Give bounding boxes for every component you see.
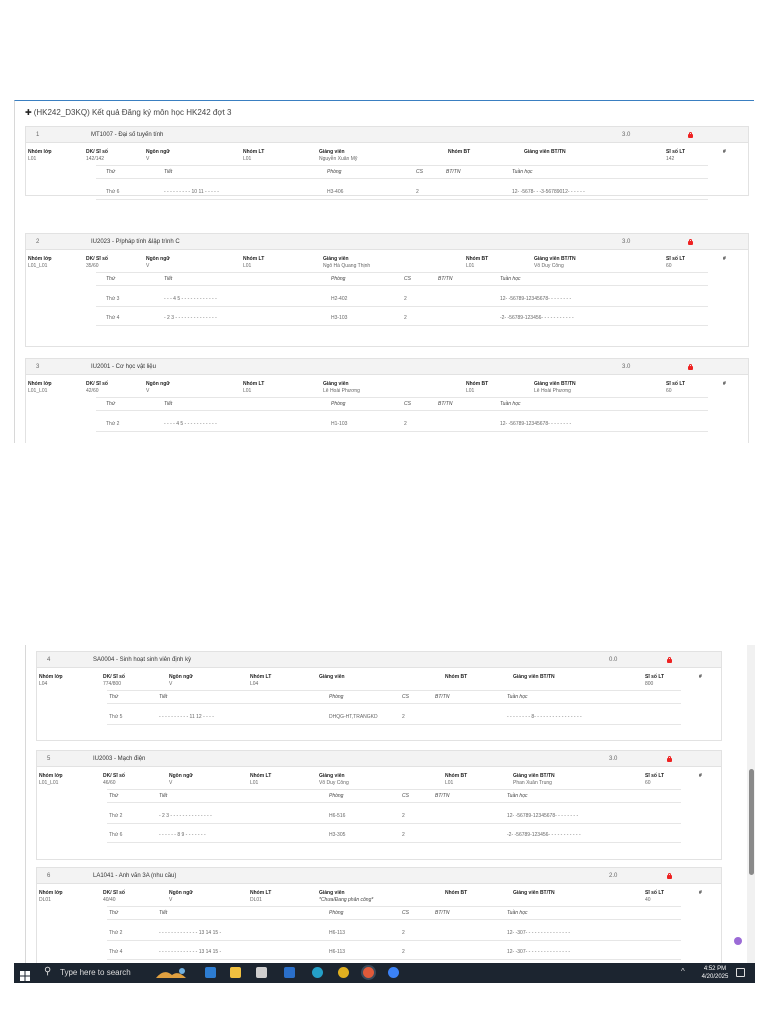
schedule-cs: 2 — [402, 832, 405, 838]
schedule-tiet-label: Tiết — [164, 276, 173, 282]
lock-body — [688, 366, 693, 370]
schedule-tuan-hoc: 12- -307- - - - - - - - - - - - - - - — [507, 949, 571, 955]
giang-vien-label: Giảng viên — [323, 381, 349, 387]
schedule-tuan-hoc: -2- -56789-123456- - - - - - - - - - - — [500, 315, 574, 321]
course-index: 4 — [47, 657, 51, 663]
nhom-bt-label: Nhóm BT — [448, 149, 471, 155]
dk-si-so-label: DK/ Sĩ số — [86, 381, 108, 387]
si-so-lt-label: Sĩ số LT — [645, 674, 665, 680]
giang-vien-bttn-label: Giảng viên BT/TN — [513, 674, 555, 680]
schedule-tiet: - - - - - - - - - - - - - 13 14 15 - — [159, 930, 222, 936]
schedule-tuan-hoc: - - - - - - - - 8- - - - - - - - - - - - - - - - — [507, 714, 582, 720]
screenshot-section-top — [14, 100, 754, 443]
ngon-ngu-value: V — [146, 263, 150, 269]
windows-start-icon[interactable] — [20, 968, 30, 978]
lock-body — [667, 875, 672, 879]
schedule-header-divider — [107, 703, 681, 704]
lock-icon — [688, 364, 693, 370]
nhom-lop-label: Nhóm lớp — [28, 381, 52, 387]
page-header — [25, 108, 232, 117]
section-divider — [96, 272, 708, 273]
calculator-icon[interactable] — [256, 967, 267, 978]
schedule-thu-label: Thứ — [109, 910, 119, 916]
schedule-thu-label: Thứ — [106, 169, 116, 175]
lock-icon — [688, 239, 693, 245]
schedule-cs-label: CS — [416, 169, 423, 175]
schedule-phong: H3-305 — [329, 832, 346, 838]
schedule-tuan-hoc: 12- -56789-12345678- - - - - - - - — [500, 296, 572, 302]
nhom-lop-label: Nhóm lớp — [39, 674, 63, 680]
schedule-cs: 2 — [404, 421, 407, 427]
schedule-phong-label: Phòng — [331, 401, 346, 407]
si-so-lt-label: Sĩ số LT — [666, 149, 686, 155]
si-so-lt-label: Sĩ số LT — [645, 890, 665, 896]
nhom-bt-label: Nhóm BT — [445, 890, 468, 896]
schedule-tiet: - - - - - - - - - - 11 12 - - - - — [159, 714, 214, 720]
schedule-tuan-hoc: 12- -56789-12345678- - - - - - - - — [500, 421, 572, 427]
giang-vien-value: Ngô Hà Quang Thịnh — [323, 263, 371, 269]
section-divider — [107, 789, 681, 790]
tray-chevron-icon[interactable]: ^ — [681, 967, 685, 976]
nhom-lt-label: Nhóm LT — [250, 890, 272, 896]
schedule-phong: H6-113 — [329, 949, 346, 955]
schedule-cs: 2 — [402, 949, 405, 955]
course-credits: 3.0 — [622, 364, 631, 370]
si-so-lt-value: 60 — [666, 388, 672, 394]
lock-body — [688, 134, 693, 138]
schedule-tiet: - 2 3 - - - - - - - - - - - - - - — [159, 813, 212, 819]
lock-body — [688, 241, 693, 245]
lock-icon — [688, 132, 693, 138]
giang-vien-bttn-label: Giảng viên BT/TN — [513, 890, 555, 896]
schedule-tiet-label: Tiết — [159, 793, 168, 799]
dk-si-so-label: DK/ Sĩ số — [103, 773, 125, 779]
giang-vien-label: Giảng viên — [319, 890, 345, 896]
dk-si-so-label: DK/ Sĩ số — [103, 890, 125, 896]
schedule-row-divider — [107, 823, 681, 824]
hash-label: # — [699, 890, 702, 896]
dk-si-so-label: DK/ Sĩ số — [86, 149, 108, 155]
schedule-thu: Thứ 6 — [106, 189, 120, 195]
lock-icon — [667, 756, 672, 762]
schedule-header-divider — [96, 178, 708, 179]
schedule-thu: Thứ 2 — [106, 421, 120, 427]
nhom-lt-value: L01 — [243, 263, 252, 269]
giang-vien-bttn-value: Lê Hoài Phương — [534, 388, 571, 394]
ngon-ngu-label: Ngôn ngữ — [146, 381, 170, 387]
si-so-lt-value: 142 — [666, 156, 675, 162]
ngon-ngu-label: Ngôn ngữ — [169, 674, 193, 680]
section-divider — [96, 165, 708, 166]
dk-si-so-value: 42/60 — [86, 388, 99, 394]
course-index: 5 — [47, 756, 51, 762]
course-code-name: SA0004 - Sinh hoạt sinh viên định kỳ — [93, 657, 192, 663]
si-so-lt-value: 60 — [645, 780, 651, 786]
schedule-tuan-hoc: -2- -56789-123456- - - - - - - - - - - — [507, 832, 581, 838]
ngon-ngu-label: Ngôn ngữ — [146, 149, 170, 155]
course-code-name: IU2001 - Cơ học vật liệu — [91, 364, 156, 370]
nhom-lt-label: Nhóm LT — [243, 256, 265, 262]
nhom-lop-value: L01 — [28, 156, 37, 162]
si-so-lt-label: Sĩ số LT — [645, 773, 665, 779]
schedule-bttn-label: BT/TN — [438, 276, 453, 282]
ngon-ngu-label: Ngôn ngữ — [146, 256, 170, 262]
lock-icon — [667, 873, 672, 879]
schedule-cs-label: CS — [404, 276, 411, 282]
course-credits: 2.0 — [609, 873, 618, 879]
schedule-tiet-label: Tiết — [164, 169, 173, 175]
dk-si-so-value: 774/800 — [103, 681, 122, 687]
scrollbar[interactable] — [747, 645, 755, 965]
schedule-tiet: - - - 4 5 - - - - - - - - - - - - — [164, 296, 217, 302]
schedule-tuan-hoc: 12- -5678- - -3-56789012- - - - - - — [512, 189, 585, 195]
course-credits: 0.0 — [609, 657, 618, 663]
ngon-ngu-label: Ngôn ngữ — [169, 773, 193, 779]
schedule-tiet-label: Tiết — [164, 401, 173, 407]
giang-vien-label: Giảng viên — [319, 149, 345, 155]
taskbar — [14, 963, 755, 983]
schedule-tiet: - - - - - - - - - 10 11 - - - - - — [164, 189, 219, 195]
schedule-tuan-hoc-label: Tuần học — [512, 169, 533, 175]
schedule-cs: 2 — [402, 930, 405, 936]
schedule-thu: Thứ 2 — [109, 813, 123, 819]
nhom-lt-label: Nhóm LT — [243, 149, 265, 155]
ngon-ngu-value: V — [169, 681, 173, 687]
giang-vien-value: Võ Duy Công — [319, 780, 349, 786]
nhom-lt-label: Nhóm LT — [243, 381, 265, 387]
course-card — [36, 867, 722, 965]
schedule-row-divider — [107, 940, 681, 941]
schedule-tiet: - - - - 4 5 - - - - - - - - - - - — [164, 421, 217, 427]
nhom-bt-label: Nhóm BT — [445, 773, 468, 779]
clock-time: 4:52 PM — [703, 966, 727, 972]
schedule-bttn-label: BT/TN — [446, 169, 461, 175]
schedule-thu-label: Thứ — [109, 694, 119, 700]
si-so-lt-value: 60 — [666, 263, 672, 269]
search-icon: ⚲ — [44, 966, 52, 977]
hash-label: # — [723, 381, 726, 387]
color-picker-icon[interactable] — [734, 937, 742, 945]
schedule-tiet-label: Tiết — [159, 910, 168, 916]
schedule-cs: 2 — [416, 189, 419, 195]
schedule-phong-label: Phòng — [327, 169, 342, 175]
giang-vien-bttn-label: Giảng viên BT/TN — [534, 381, 576, 387]
clock-date: 4/20/2025 — [701, 974, 729, 980]
si-so-lt-label: Sĩ số LT — [666, 256, 686, 262]
si-so-lt-value: 40 — [645, 897, 651, 903]
ngon-ngu-value: V — [146, 388, 150, 394]
ngon-ngu-value: V — [169, 897, 173, 903]
hash-label: # — [723, 149, 726, 155]
schedule-tuan-hoc-label: Tuần học — [507, 793, 528, 799]
scrollbar-thumb[interactable] — [749, 769, 754, 875]
course-code-name: IU2003 - Mạch điện — [93, 756, 146, 762]
screenshot-section-bottom — [25, 645, 755, 965]
schedule-cs: 2 — [404, 296, 407, 302]
search-input[interactable]: Type here to search — [60, 968, 131, 977]
nhom-lt-label: Nhóm LT — [250, 674, 272, 680]
nhom-lop-value: L01_L01 — [39, 780, 59, 786]
schedule-header-divider — [107, 919, 681, 920]
giang-vien-bttn-label: Giảng viên BT/TN — [524, 149, 566, 155]
schedule-row-divider — [96, 306, 708, 307]
dk-si-so-value: 142/142 — [86, 156, 105, 162]
schedule-tuan-hoc: 12- -56789-12345678- - - - - - - - — [507, 813, 579, 819]
page-title: (HK242_D3KQ) Kết quả Đăng ký môn học HK242 đợt 3 — [33, 108, 232, 117]
edge-icon[interactable] — [312, 967, 323, 978]
schedule-phong: H3-406 — [327, 189, 344, 195]
giang-vien-bttn-label: Giảng viên BT/TN — [513, 773, 555, 779]
giang-vien-label: Giảng viên — [323, 256, 349, 262]
schedule-header-divider — [96, 410, 708, 411]
schedule-thu: Thứ 6 — [109, 832, 123, 838]
dk-si-so-value: 46/60 — [103, 780, 116, 786]
schedule-row-divider — [96, 325, 708, 326]
course-code-name: IU2023 - P/pháp tính &lập trình C — [91, 239, 180, 245]
nhom-lop-label: Nhóm lớp — [28, 149, 52, 155]
chrome-icon[interactable] — [338, 967, 349, 978]
schedule-cs-label: CS — [404, 401, 411, 407]
schedule-phong: H3-103 — [331, 315, 348, 321]
schedule-tuan-hoc-label: Tuần học — [500, 276, 521, 282]
ngon-ngu-value: V — [146, 156, 150, 162]
course-index: 6 — [47, 873, 51, 879]
nhom-lop-value: L04 — [39, 681, 48, 687]
schedule-phong-label: Phòng — [329, 910, 344, 916]
dk-si-so-value: 35/60 — [86, 263, 99, 269]
course-code-name: LA1041 - Anh văn 3A (nhu cầu) — [93, 873, 177, 879]
schedule-phong-label: Phòng — [331, 276, 346, 282]
giang-vien-bttn-value: Phan Xuân Trung — [513, 780, 552, 786]
schedule-phong: H2-402 — [331, 296, 348, 302]
course-card — [25, 233, 749, 347]
dk-si-so-label: DK/ Sĩ số — [103, 674, 125, 680]
si-so-lt-label: Sĩ số LT — [666, 381, 686, 387]
hash-label: # — [723, 256, 726, 262]
schedule-tuan-hoc-label: Tuần học — [500, 401, 521, 407]
schedule-bttn-label: BT/TN — [435, 910, 450, 916]
lock-body — [667, 758, 672, 762]
schedule-phong: H6-516 — [329, 813, 346, 819]
nhom-bt-label: Nhóm BT — [445, 674, 468, 680]
schedule-row-divider — [96, 199, 708, 200]
schedule-thu-label: Thứ — [109, 793, 119, 799]
giang-vien-label: Giảng viên — [319, 773, 345, 779]
file-explorer-icon[interactable] — [230, 967, 241, 978]
course-index: 3 — [36, 364, 40, 370]
schedule-bttn-label: BT/TN — [435, 793, 450, 799]
news-widget-icon[interactable] — [154, 966, 192, 980]
schedule-cs-label: CS — [402, 910, 409, 916]
lock-body — [667, 659, 672, 663]
schedule-row-divider — [107, 842, 681, 843]
hash-label: # — [699, 674, 702, 680]
nhom-lt-value: DL01 — [250, 897, 262, 903]
schedule-phong: H6-113 — [329, 930, 346, 936]
notification-icon[interactable] — [736, 968, 745, 977]
section-divider — [107, 906, 681, 907]
nhom-bt-label: Nhóm BT — [466, 381, 489, 387]
schedule-bttn-label: BT/TN — [438, 401, 453, 407]
nhom-lop-label: Nhóm lớp — [39, 890, 63, 896]
schedule-tuan-hoc-label: Tuần học — [507, 910, 528, 916]
plus-icon[interactable]: ✚ — [25, 108, 32, 117]
nhom-lt-value: L04 — [250, 681, 259, 687]
taskview-icon[interactable] — [205, 967, 216, 978]
ngon-ngu-label: Ngôn ngữ — [169, 890, 193, 896]
course-card — [36, 651, 722, 741]
clock[interactable] — [695, 965, 735, 981]
giang-vien-bttn-value: Võ Duy Công — [534, 263, 564, 269]
nhom-bt-value: L01 — [445, 780, 454, 786]
schedule-phong-label: Phòng — [329, 694, 344, 700]
schedule-cs: 2 — [404, 315, 407, 321]
nhom-bt-label: Nhóm BT — [466, 256, 489, 262]
schedule-phong: DHQG-HT,TRANGKD — [329, 714, 378, 720]
nhom-bt-value: L01 — [466, 388, 475, 394]
nhom-lop-value: L01_L01 — [28, 388, 48, 394]
giang-vien-label: Giảng viên — [319, 674, 345, 680]
course-index: 1 — [36, 132, 40, 138]
course-code-name: MT1007 - Đại số tuyến tính — [91, 132, 164, 138]
schedule-cs-label: CS — [402, 694, 409, 700]
course-card — [25, 126, 749, 196]
schedule-tiet: - - - - - - - - - - - - - 13 14 15 - — [159, 949, 222, 955]
schedule-tiet: - - - - - - 8 9 - - - - - - - — [159, 832, 206, 838]
nhom-lt-value: L01 — [250, 780, 259, 786]
schedule-tiet-label: Tiết — [159, 694, 168, 700]
schedule-cs: 2 — [402, 813, 405, 819]
giang-vien-value: Nguyễn Xuân Mỹ — [319, 156, 358, 162]
hash-label: # — [699, 773, 702, 779]
schedule-thu-label: Thứ — [106, 276, 116, 282]
zoom-icon[interactable] — [388, 967, 399, 978]
course-credits: 3.0 — [622, 239, 631, 245]
schedule-thu: Thứ 5 — [109, 714, 123, 720]
nhom-lop-label: Nhóm lớp — [28, 256, 52, 262]
schedule-header-divider — [107, 802, 681, 803]
schedule-row-divider — [96, 431, 708, 432]
nhom-bt-value: L01 — [466, 263, 475, 269]
course-credits: 3.0 — [609, 756, 618, 762]
giang-vien-value: *Chưa/Đang phân công* — [319, 897, 374, 903]
course-card — [36, 750, 722, 860]
taskbar-search-box[interactable] — [40, 965, 164, 981]
lock-icon — [667, 657, 672, 663]
section-divider — [107, 690, 681, 691]
schedule-tiet: - 2 3 - - - - - - - - - - - - - - — [164, 315, 217, 321]
nhom-lop-label: Nhóm lớp — [39, 773, 63, 779]
giang-vien-bttn-label: Giảng viên BT/TN — [534, 256, 576, 262]
schedule-row-divider — [107, 724, 681, 725]
nhom-lop-value: DL01 — [39, 897, 51, 903]
schedule-thu: Thứ 2 — [109, 930, 123, 936]
schedule-thu: Thứ 4 — [106, 315, 120, 321]
schedule-cs: 2 — [402, 714, 405, 720]
schedule-cs-label: CS — [402, 793, 409, 799]
schedule-row-divider — [107, 959, 681, 960]
si-so-lt-value: 800 — [645, 681, 654, 687]
schedule-thu-label: Thứ — [106, 401, 116, 407]
nhom-lop-value: L01_L01 — [28, 263, 48, 269]
outlook-icon[interactable] — [284, 967, 295, 978]
nhom-lt-value: L01 — [243, 156, 252, 162]
dk-si-so-value: 40/40 — [103, 897, 116, 903]
nhom-lt-value: L01 — [243, 388, 252, 394]
ngon-ngu-value: V — [169, 780, 173, 786]
schedule-phong: H1-103 — [331, 421, 348, 427]
schedule-bttn-label: BT/TN — [435, 694, 450, 700]
section-divider — [96, 397, 708, 398]
schedule-thu: Thứ 4 — [109, 949, 123, 955]
schedule-tuan-hoc-label: Tuần học — [507, 694, 528, 700]
course-index: 2 — [36, 239, 40, 245]
dk-si-so-label: DK/ Sĩ số — [86, 256, 108, 262]
schedule-thu: Thứ 3 — [106, 296, 120, 302]
nhom-lt-label: Nhóm LT — [250, 773, 272, 779]
course-card — [25, 358, 749, 443]
schedule-phong-label: Phòng — [329, 793, 344, 799]
schedule-tuan-hoc: 12- -307- - - - - - - - - - - - - - - — [507, 930, 571, 936]
giang-vien-value: Lê Hoài Phương — [323, 388, 360, 394]
course-credits: 3.0 — [622, 132, 631, 138]
chrome-active-icon[interactable] — [363, 967, 374, 978]
schedule-header-divider — [96, 285, 708, 286]
